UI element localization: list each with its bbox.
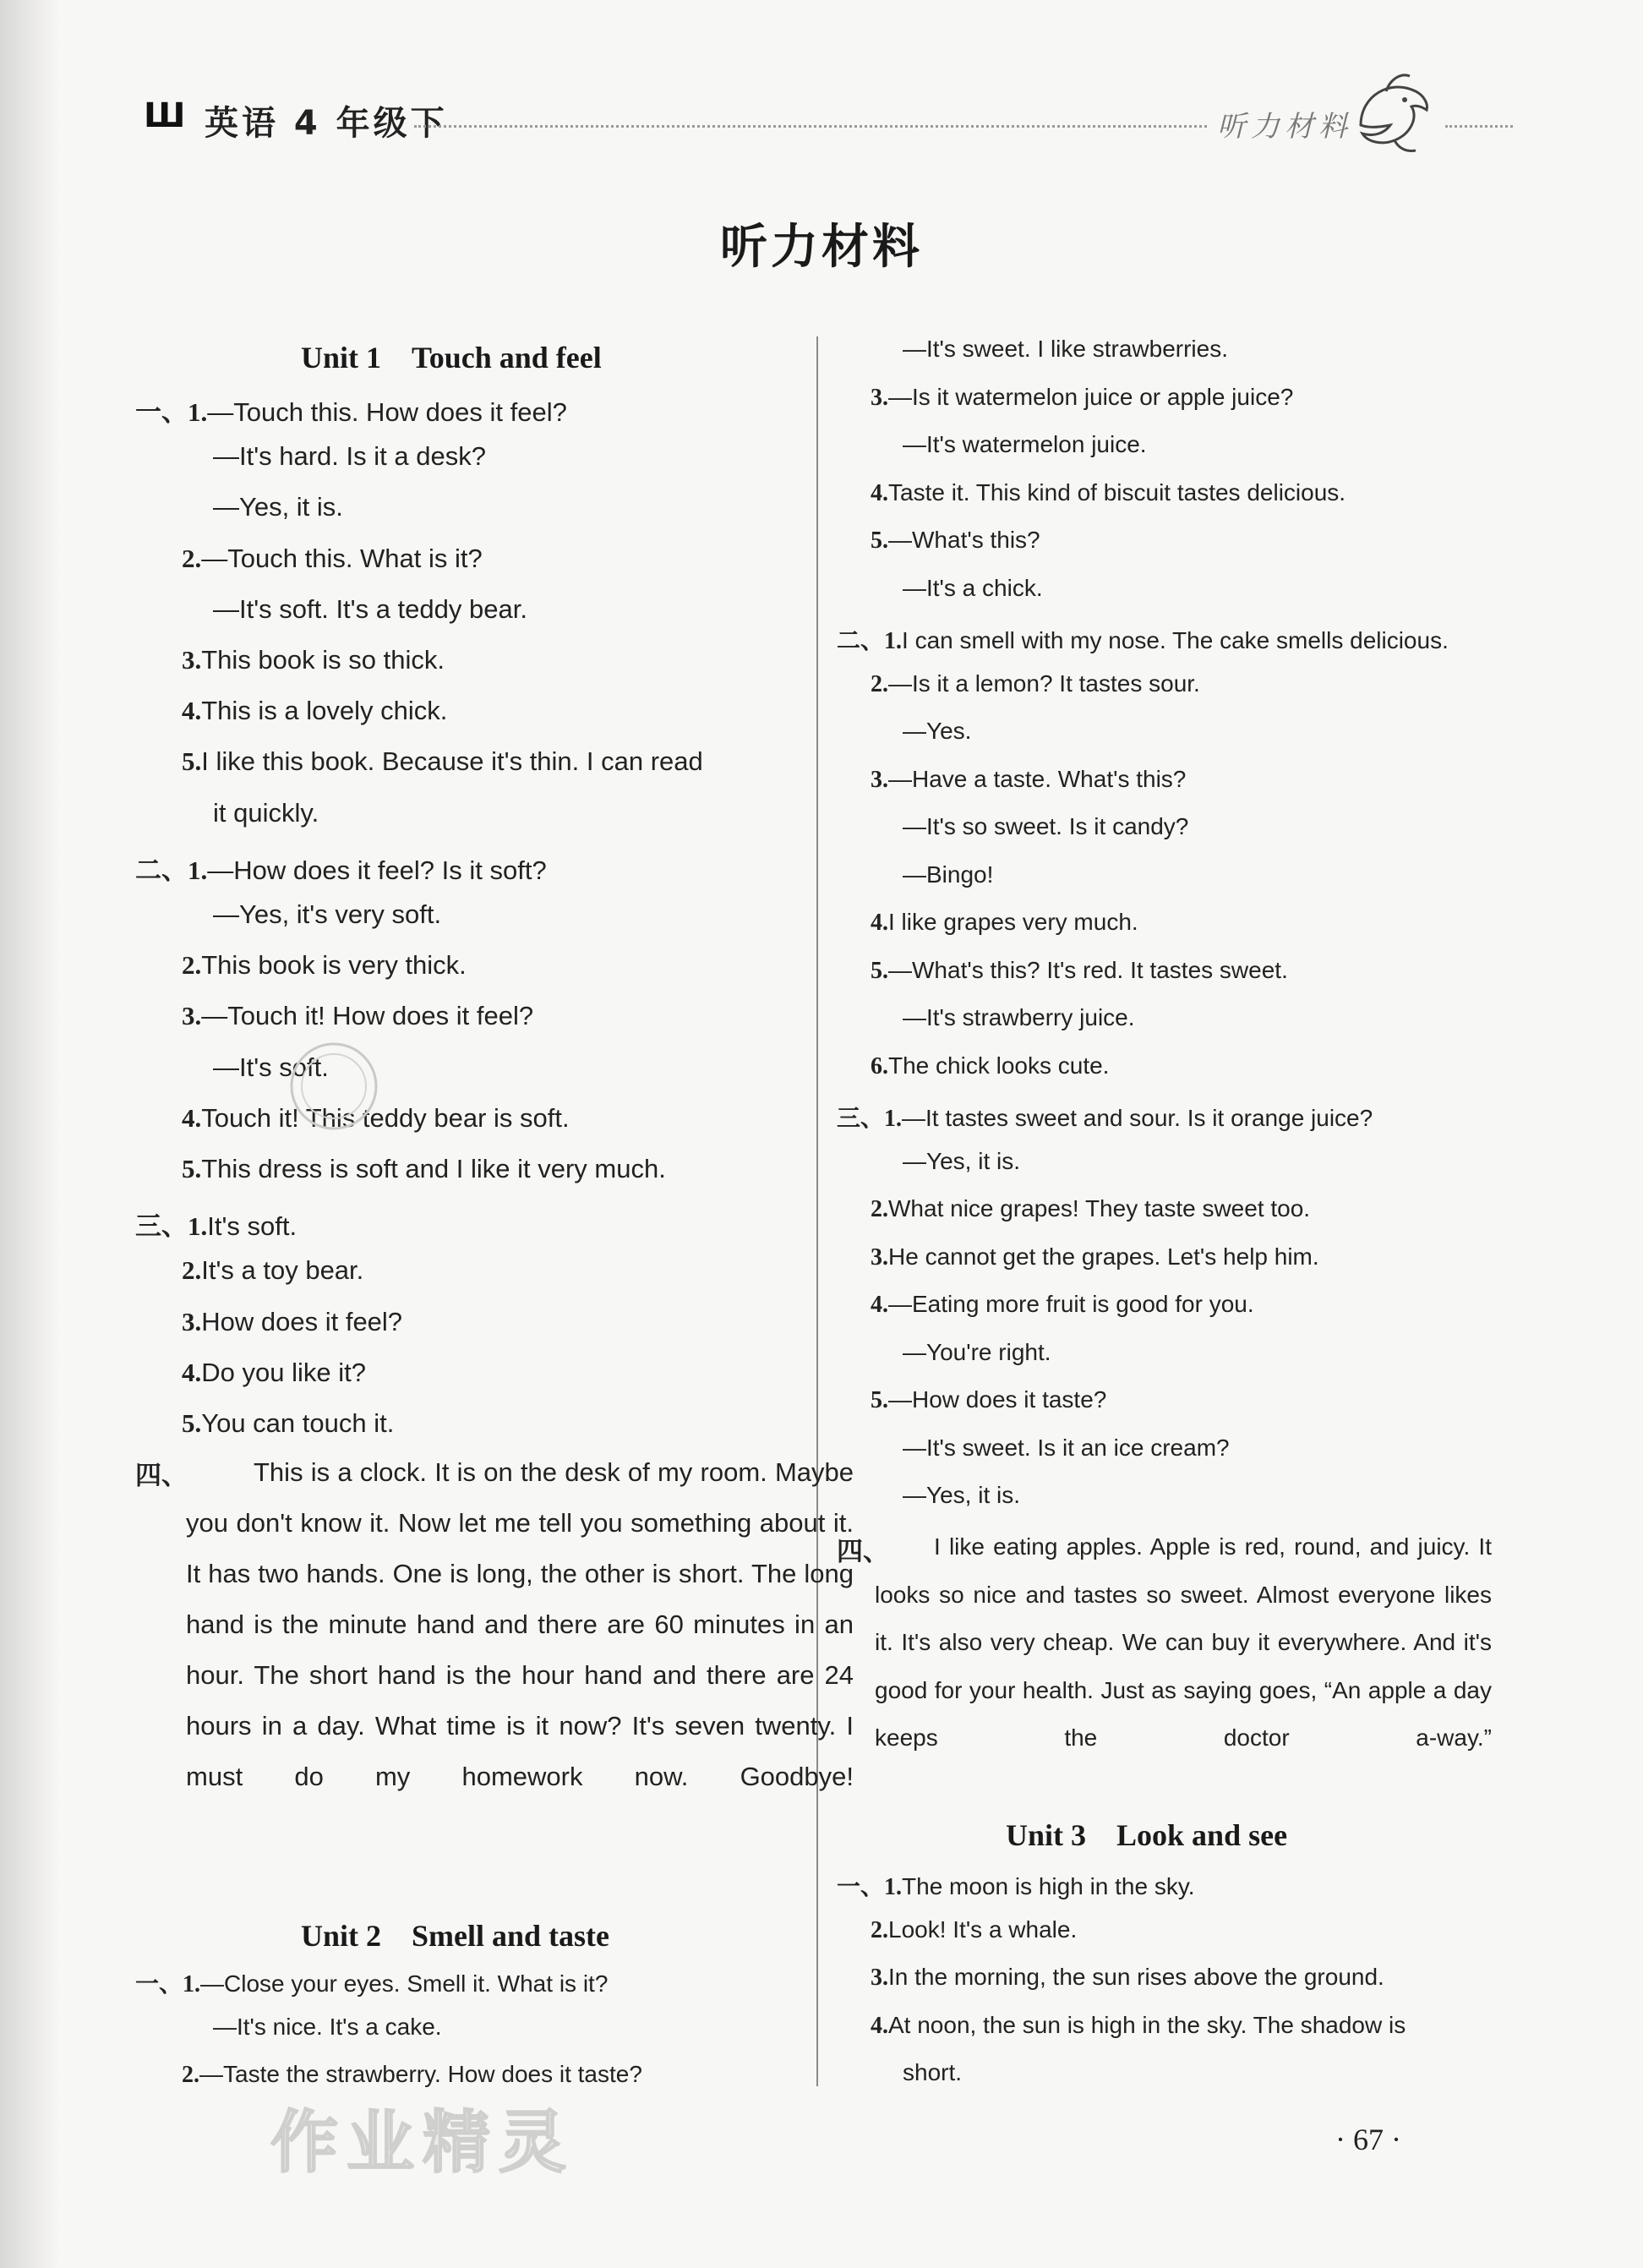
- column-divider: [816, 336, 818, 2086]
- item-number: 2.: [182, 543, 202, 573]
- item-number: 一、1.: [135, 397, 208, 427]
- item-number: 二、1.: [135, 855, 208, 885]
- list-item: [213, 899, 441, 930]
- list-item: [903, 1004, 1135, 1031]
- item-number: 3.: [182, 645, 202, 675]
- item-text: —It's hard. Is it a desk?: [213, 441, 486, 472]
- list-item: [903, 1435, 1230, 1462]
- list-item: [182, 544, 483, 574]
- item-text: The chick looks cute.: [888, 1052, 1110, 1079]
- item-number: 2.: [871, 670, 888, 697]
- list-item: [182, 1154, 666, 1184]
- unit-1-heading: Unit 1 Touch and feel: [301, 341, 602, 374]
- list-item: [182, 1307, 402, 1337]
- item-text: —What's this?: [888, 527, 1040, 553]
- item-number: 2.: [871, 1916, 888, 1943]
- list-item: [213, 441, 486, 472]
- item-number: 4.: [182, 696, 202, 726]
- item-number: 5.: [182, 746, 202, 777]
- list-item: [871, 1291, 1254, 1319]
- list-item: [213, 2014, 442, 2041]
- list-item: [182, 1001, 533, 1031]
- list-item: [903, 1148, 1020, 1175]
- list-item: [135, 849, 547, 887]
- item-number: 3.: [871, 1243, 888, 1271]
- item-text: —It's nice. It's a cake.: [213, 2013, 442, 2040]
- list-item: [903, 431, 1147, 458]
- list-item: [213, 492, 343, 522]
- list-item: [903, 813, 1188, 840]
- series-logo: Ш: [144, 96, 183, 135]
- list-item: [903, 718, 971, 745]
- item-number: 3.: [182, 1001, 202, 1031]
- list-item: [903, 336, 1228, 363]
- list-item: [871, 1195, 1310, 1223]
- item-text: I can smell with my nose. The cake smells delicious.: [902, 627, 1449, 653]
- item-number: 4.: [182, 1102, 202, 1133]
- item-text: I like grapes very much.: [888, 909, 1138, 935]
- item-number: 3.: [871, 384, 888, 411]
- item-text: —Yes, it is.: [903, 1147, 1021, 1174]
- list-item: [135, 1205, 297, 1243]
- list-item: [871, 1243, 1319, 1271]
- item-number: 2.: [871, 1196, 888, 1222]
- dolphin-icon: [1344, 66, 1437, 159]
- item-text: —Yes.: [903, 718, 972, 744]
- list-item: [903, 2059, 962, 2086]
- item-number: 3.: [871, 1965, 888, 1991]
- item-text: —Is it a lemon? It tastes sour.: [888, 669, 1200, 697]
- book-title: 英语 4 年级下: [205, 104, 448, 143]
- item-text: Do you like it?: [201, 1357, 366, 1387]
- item-text: This book is so thick.: [201, 645, 445, 675]
- item-number: 2.: [182, 2062, 199, 2088]
- list-item: [837, 1868, 1195, 1902]
- list-item: [871, 909, 1138, 937]
- list-item: [837, 622, 1449, 656]
- passage-text: I like eating apples. Apple is red, round, and juicy. It looks so nice and tastes so sweet. Almost everyone likes it. It's also very cheap. We can buy it everywhere. And it's good for your health. Just as saying goes, “An apple a day keeps the doctor a-way.”: [875, 1533, 1492, 1751]
- list-item: [182, 1408, 394, 1439]
- item-text: —How does it feel? Is it soft?: [207, 855, 547, 885]
- section-4-label-right: 四、: [837, 1537, 889, 1566]
- item-text: —It tastes sweet and sour. Is it orange juice?: [902, 1105, 1373, 1131]
- list-item: [903, 1482, 1020, 1509]
- item-number: 一、1.: [135, 1971, 201, 1997]
- item-text: —It's so sweet. Is it candy?: [903, 813, 1189, 839]
- list-item: [871, 384, 1293, 412]
- item-text: —It's soft.: [213, 1052, 329, 1082]
- item-text: The moon is high in the sky.: [902, 1873, 1195, 1899]
- page-header: [144, 91, 1496, 150]
- item-text: —It's soft. It's a teddy bear.: [213, 593, 527, 624]
- section-4-label: 四、: [135, 1461, 188, 1490]
- item-text: —Yes, it's very soft.: [213, 899, 442, 929]
- list-item: [837, 1100, 1373, 1134]
- item-text: —Taste the strawberry. How does it taste?: [199, 2061, 642, 2087]
- list-item: [871, 527, 1040, 555]
- item-text: —It's a chick.: [903, 574, 1043, 601]
- item-text: —Is it watermelon juice or apple juice?: [888, 383, 1294, 410]
- item-number: 4.: [871, 910, 888, 936]
- list-item: [182, 746, 703, 777]
- list-item: [182, 696, 447, 726]
- book-spine-shadow: [0, 0, 59, 2268]
- item-number: 4.: [871, 1292, 888, 1318]
- item-number: 一、1.: [837, 1874, 903, 1900]
- item-text: Touch it! This teddy bear is soft.: [201, 1102, 570, 1133]
- item-number: 4.: [182, 1357, 202, 1387]
- item-number: 5.: [871, 1387, 888, 1413]
- item-number: 2.: [182, 950, 202, 981]
- list-item: [182, 950, 467, 981]
- item-text: —It's sweet. I like strawberries.: [903, 336, 1228, 362]
- item-text: At noon, the sun is high in the sky. The shadow is: [888, 2011, 1406, 2038]
- item-text: It's soft.: [207, 1211, 297, 1242]
- item-text: You can touch it.: [201, 1408, 395, 1438]
- item-text: In the morning, the sun rises above the ground.: [888, 1964, 1384, 1990]
- item-text: —You're right.: [903, 1338, 1051, 1365]
- seal-stamp: [283, 1036, 385, 1137]
- item-number: 5.: [182, 1154, 202, 1183]
- list-item: [871, 766, 1186, 794]
- list-item: [903, 575, 1043, 602]
- unit-3-heading: Unit 3 Look and see: [1006, 1818, 1288, 1852]
- list-item: [213, 798, 319, 828]
- item-number: 三、1.: [837, 1106, 903, 1132]
- header-dotted-rule-end: [1445, 125, 1513, 128]
- list-item: [182, 1255, 363, 1286]
- list-item: [871, 670, 1200, 698]
- item-text: How does it feel?: [201, 1306, 403, 1336]
- item-text: What nice grapes! They taste sweet too.: [888, 1195, 1311, 1221]
- item-text: Look! It's a whale.: [888, 1916, 1078, 1943]
- item-text: I like this book. Because it's thin. I can read: [201, 746, 703, 777]
- passage-text: This is a clock. It is on the desk of my room. Maybe you don't know it. Now let me tell you something about it. It has two hands. One is long, the other is short. The long hand is the minute hand and there are 60 minutes in an hour. The short hand is the hour hand and there are 24 hours in a day. What time is it now? It's seven twenty. I must do my homework now. Goodbye!: [186, 1457, 854, 1791]
- list-item: [871, 1964, 1384, 1992]
- unit-1-passage: [186, 1447, 854, 1802]
- page-number: · 67 ·: [1335, 2123, 1401, 2156]
- list-item: [903, 1339, 1051, 1366]
- list-item: [871, 1386, 1106, 1414]
- item-text: short.: [903, 2059, 963, 2085]
- item-text: it quickly.: [213, 797, 319, 828]
- item-number: 4.: [871, 2012, 888, 2039]
- item-text: This book is very thick.: [201, 950, 467, 981]
- watermark: 作业精灵: [270, 2103, 575, 2182]
- list-item: [135, 391, 567, 429]
- list-item: [182, 1358, 366, 1388]
- list-item: [182, 645, 445, 675]
- list-item: [135, 1965, 608, 1999]
- item-number: 5.: [871, 957, 888, 984]
- item-number: 5.: [182, 1408, 202, 1438]
- item-text: —It's strawberry juice.: [903, 1004, 1135, 1030]
- item-text: —It's sweet. Is it an ice cream?: [903, 1434, 1230, 1461]
- item-text: It's a toy bear.: [201, 1255, 364, 1286]
- item-text: This dress is soft and I like it very much.: [201, 1154, 666, 1183]
- unit-2-passage: [875, 1523, 1492, 1762]
- item-text: —Yes, it is.: [903, 1482, 1021, 1508]
- item-text: —Eating more fruit is good for you.: [888, 1291, 1254, 1317]
- item-text: This is a lovely chick.: [201, 696, 448, 726]
- list-item: [871, 1916, 1077, 1944]
- list-item: [871, 479, 1346, 507]
- list-item: [213, 594, 527, 625]
- item-number: 5.: [871, 527, 888, 554]
- header-section-name: 听力材料: [1209, 103, 1361, 145]
- item-number: 三、1.: [135, 1211, 208, 1242]
- list-item: [182, 2061, 642, 2089]
- item-text: —Bingo!: [903, 861, 994, 888]
- list-item: [871, 957, 1288, 985]
- item-number: 二、1.: [837, 628, 903, 654]
- item-text: —Touch this. How does it feel?: [207, 397, 567, 427]
- item-text: —What's this? It's red. It tastes sweet.: [888, 956, 1288, 983]
- item-text: —It's watermelon juice.: [903, 431, 1147, 457]
- item-text: He cannot get the grapes. Let's help him.: [888, 1243, 1319, 1270]
- list-item: [871, 2012, 1406, 2040]
- item-number: 3.: [182, 1306, 202, 1336]
- item-text: —Yes, it is.: [213, 492, 343, 522]
- list-item: [871, 1052, 1109, 1080]
- page-title: 听力材料: [720, 220, 923, 275]
- item-text: —Close your eyes. Smell it. What is it?: [200, 1970, 609, 1997]
- item-text: —How does it taste?: [888, 1386, 1107, 1413]
- item-number: 4.: [871, 479, 888, 506]
- unit-2-heading: Unit 2 Smell and taste: [301, 1919, 610, 1953]
- item-number: 2.: [182, 1255, 202, 1286]
- item-text: Taste it. This kind of biscuit tastes delicious.: [888, 478, 1346, 506]
- item-text: —Touch it! How does it feel?: [201, 1001, 534, 1031]
- header-dotted-rule: [414, 125, 1344, 128]
- item-number: 3.: [871, 766, 888, 793]
- list-item: [903, 861, 993, 888]
- item-text: —Have a taste. What's this?: [888, 765, 1187, 792]
- item-number: 6.: [871, 1052, 888, 1079]
- item-text: —Touch this. What is it?: [201, 543, 483, 573]
